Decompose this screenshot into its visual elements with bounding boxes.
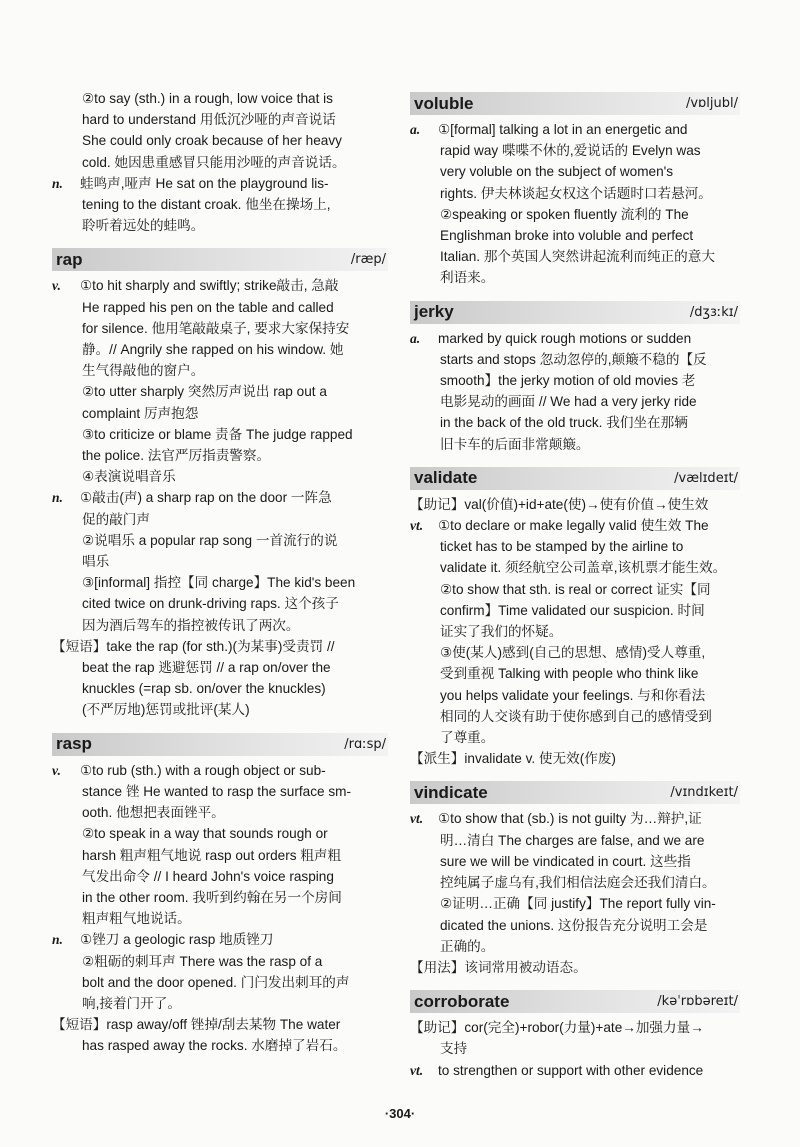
phrase-line: 【短语】take the rap (for sth.)(为某事)受责罚 //	[52, 638, 335, 654]
text-line: in the other room. 我听到约翰在另一个房间	[82, 889, 342, 905]
text-line: in the back of the old truck. 我们坐在那辆	[440, 415, 688, 431]
text-line: ①to show that (sb.) is not guilty 为…辩护,证	[438, 811, 702, 827]
text-line: dicated the unions. 这份报告充分说明工会是	[440, 917, 708, 933]
pos-label: n.	[52, 175, 63, 191]
text-line: 促的敲门声	[82, 511, 150, 527]
text-line: 聆听着远处的蛙鸣。	[82, 218, 205, 234]
text-line: 响,接着门开了。	[82, 995, 181, 1011]
text-line: 相同的人交谈有助于使你感到自己的感情受到	[440, 708, 712, 724]
text-line: for silence. 他用笔敲敲桌子, 要求大家保持安	[82, 320, 350, 336]
text-line: tening to the distant croak. 他坐在操场上,	[82, 197, 331, 213]
text-line: ④表演说唱音乐	[82, 469, 176, 485]
headword: corroborate	[414, 991, 510, 1011]
text-line: ②to speak in a way that sounds rough or	[82, 826, 328, 842]
pronunciation: /vælɪdeɪt/	[674, 470, 738, 486]
headword-bar	[410, 92, 740, 115]
pos-label: n.	[52, 932, 63, 948]
pos-label: vt.	[410, 518, 424, 534]
text-line: starts and stops 忽动忽停的,颠簸不稳的【反	[440, 351, 707, 367]
text-line: stance 锉 He wanted to rasp the surface sm-	[82, 783, 351, 799]
text-line: 电影晃动的画面 // We had a very jerky ride	[440, 394, 697, 410]
text-line: ②to utter sharply 突然厉声说出 rap out a	[82, 384, 327, 400]
text-line: 受到重视 Talking with people who think like	[440, 666, 699, 682]
text-line: 唱乐	[82, 554, 110, 570]
text-line: to strengthen or support with other evidence	[438, 1062, 704, 1078]
headword: rasp	[56, 734, 92, 754]
text-line: Englishman broke into voluble and perfect	[440, 228, 694, 244]
text-line: ①to rub (sth.) with a rough object or sub-	[80, 762, 326, 778]
text-line: ①敲击(声) a sharp rap on the door 一阵急	[80, 490, 332, 506]
phrase-line: (不严厉地)惩罚或批评(某人)	[82, 702, 250, 718]
pos-label: a.	[410, 330, 421, 346]
entry-voluble	[410, 92, 740, 289]
text-line: ①[formal] talking a lot in an energetic and	[438, 122, 688, 137]
entry-rap	[52, 248, 388, 720]
text-line: ticket has to be stamped by the airline to	[440, 539, 684, 555]
text-line: ①to hit sharply and swiftly; strike敲击, 急敲	[80, 278, 339, 294]
text-line: ②to say (sth.) in a rough, low voice that is	[82, 91, 333, 106]
pronunciation: /dʒɜːkɪ/	[689, 304, 738, 320]
text-line: 静。// Angrily she rapped on his window. 她	[82, 342, 344, 358]
text-line: confirm】Time validated our suspicion. 时间	[440, 602, 705, 618]
usage-line: 【用法】该词常用被动语态。	[410, 959, 587, 975]
croak-continuation	[52, 88, 388, 236]
text-line: marked by quick rough motions or sudden	[438, 330, 692, 346]
headword-bar	[410, 467, 740, 490]
headword-bar	[52, 733, 388, 756]
text-line: 蛙鸣声,哑声 He sat on the playground lis-	[80, 175, 329, 191]
text-line: 证实了我们的怀疑。	[440, 624, 563, 640]
text-line: ②to show that sth. is real or correct 证实【同	[440, 581, 711, 597]
headword: jerky	[414, 302, 454, 322]
text-line: ②证明…正确【同 justify】The report fully vin-	[440, 896, 716, 912]
text-line: ③使(某人)感到(自己的思想、感情)受人尊重,	[440, 645, 706, 661]
text-line: 正确的。	[440, 938, 495, 954]
memo-line: 【助记】val(价值)+id+ate(使)→使有价值→使生效	[410, 496, 709, 512]
page-number: ·304·	[384, 1106, 416, 1121]
headword: validate	[414, 468, 478, 488]
text-line: validate it. 须经航空公司盖章,该机票才能生效。	[440, 560, 727, 576]
text-line: 明…清白 The charges are false, and we are	[440, 832, 705, 848]
left-column	[52, 88, 388, 1057]
text-line: He rapped his pen on the table and called	[82, 299, 334, 315]
text-line: 生气得敲他的窗户。	[82, 363, 205, 379]
headword: voluble	[414, 93, 474, 113]
text-line: ①to declare or make legally valid 使生效 The	[438, 518, 709, 534]
text-line: complaint 厉声抱怨	[82, 405, 199, 421]
text-line: ③[informal] 指控【同 charge】The kid's been	[82, 575, 356, 591]
text-line: 气发出命令 // I heard John's voice rasping	[82, 868, 334, 884]
text-line: ooth. 他想把表面锉平。	[82, 805, 225, 821]
pronunciation: /vɒljubl/	[685, 96, 738, 111]
pos-label: vt.	[410, 1062, 424, 1078]
text-line: cold. 她因患重感冒只能用沙哑的声音说话。	[82, 154, 346, 170]
pos-label: n.	[52, 490, 63, 506]
text-line: 粗声粗气地说话。	[82, 911, 191, 927]
entry-vindicate	[410, 781, 740, 978]
memo-line: 【助记】cor(完全)+robor(力量)+ate→加强力量→	[410, 1020, 704, 1036]
text-line: 利语来。	[440, 270, 495, 286]
phrase-line: knuckles (=rap sb. on/over the knuckles)	[82, 681, 326, 697]
text-line: ①锉刀 a geologic rasp 地质锉刀	[80, 932, 274, 948]
entry-validate	[410, 467, 740, 770]
text-line: smooth】the jerky motion of old movies 老	[440, 373, 696, 389]
headword: rap	[56, 249, 83, 269]
text-line: 旧卡车的后面非常颠簸。	[440, 436, 590, 452]
phrase-line: beat the rap 逃避惩罚 // a rap on/over the	[82, 660, 331, 676]
text-line: 了尊重。	[440, 730, 495, 746]
headword-bar	[410, 990, 740, 1013]
right-column	[410, 88, 740, 1081]
pos-label: v.	[52, 762, 61, 778]
memo-line: 支持	[440, 1041, 468, 1057]
phrase-line: has rasped away the rocks. 水磨掉了岩石。	[82, 1038, 347, 1054]
entry-jerky	[410, 301, 740, 455]
text-line: you helps validate your feelings. 与和你看法	[440, 687, 706, 703]
headword: vindicate	[414, 782, 488, 802]
text-line: cited twice on drunk-driving raps. 这个孩子	[82, 596, 339, 612]
text-line: bolt and the door opened. 门闩发出刺耳的声	[82, 974, 350, 990]
text-line: very voluble on the subject of women's	[440, 164, 674, 180]
text-line: rapid way 喋喋不休的,爱说话的 Evelyn was	[440, 143, 701, 159]
text-line: 因为酒后驾车的指控被传讯了两次。	[82, 617, 300, 633]
pos-label: vt.	[410, 811, 424, 827]
text-line: Italian. 那个英国人突然讲起流利而纯正的意大	[440, 249, 715, 265]
headword-bar	[410, 781, 740, 804]
pos-label: a.	[410, 122, 421, 137]
pronunciation: /rɑːsp/	[344, 736, 386, 752]
pronunciation: /ræp/	[350, 252, 386, 268]
text-line: She could only croak because of her heavy	[82, 133, 342, 149]
text-line: harsh 粗声粗气地说 rasp out orders 粗声粗	[82, 847, 342, 863]
text-line: sure we will be vindicated in court. 这些指	[440, 853, 691, 869]
text-line: rights. 伊夫林谈起女权这个话题时口若悬河。	[440, 185, 712, 201]
text-line: the police. 法官严厉指责警察。	[82, 448, 271, 464]
pronunciation: /kəˈrɒbəreɪt/	[657, 994, 738, 1010]
text-line: hard to understand 用低沉沙哑的声音说话	[82, 112, 336, 128]
text-line: ②说唱乐 a popular rap song 一首流行的说	[82, 532, 338, 548]
text-line: ②speaking or spoken fluently 流利的 The	[440, 206, 689, 222]
entry-rasp	[52, 733, 388, 1057]
pos-label: v.	[52, 278, 61, 294]
text-line: ③to criticize or blame 责备 The judge rapped	[82, 426, 353, 442]
text-line: 控纯属子虚乌有,我们相信法庭会还我们清白。	[440, 875, 716, 891]
headword-bar	[52, 248, 388, 271]
derived-line: 【派生】invalidate v. 使无效(作废)	[410, 751, 616, 767]
headword-bar	[410, 301, 740, 324]
entry-corroborate	[410, 990, 740, 1081]
phrase-line: 【短语】rasp away/off 锉掉/刮去某物 The water	[52, 1017, 341, 1033]
pronunciation: /vɪndɪkeɪt/	[670, 785, 738, 801]
text-line: ②粗砺的刺耳声 There was the rasp of a	[82, 953, 323, 969]
